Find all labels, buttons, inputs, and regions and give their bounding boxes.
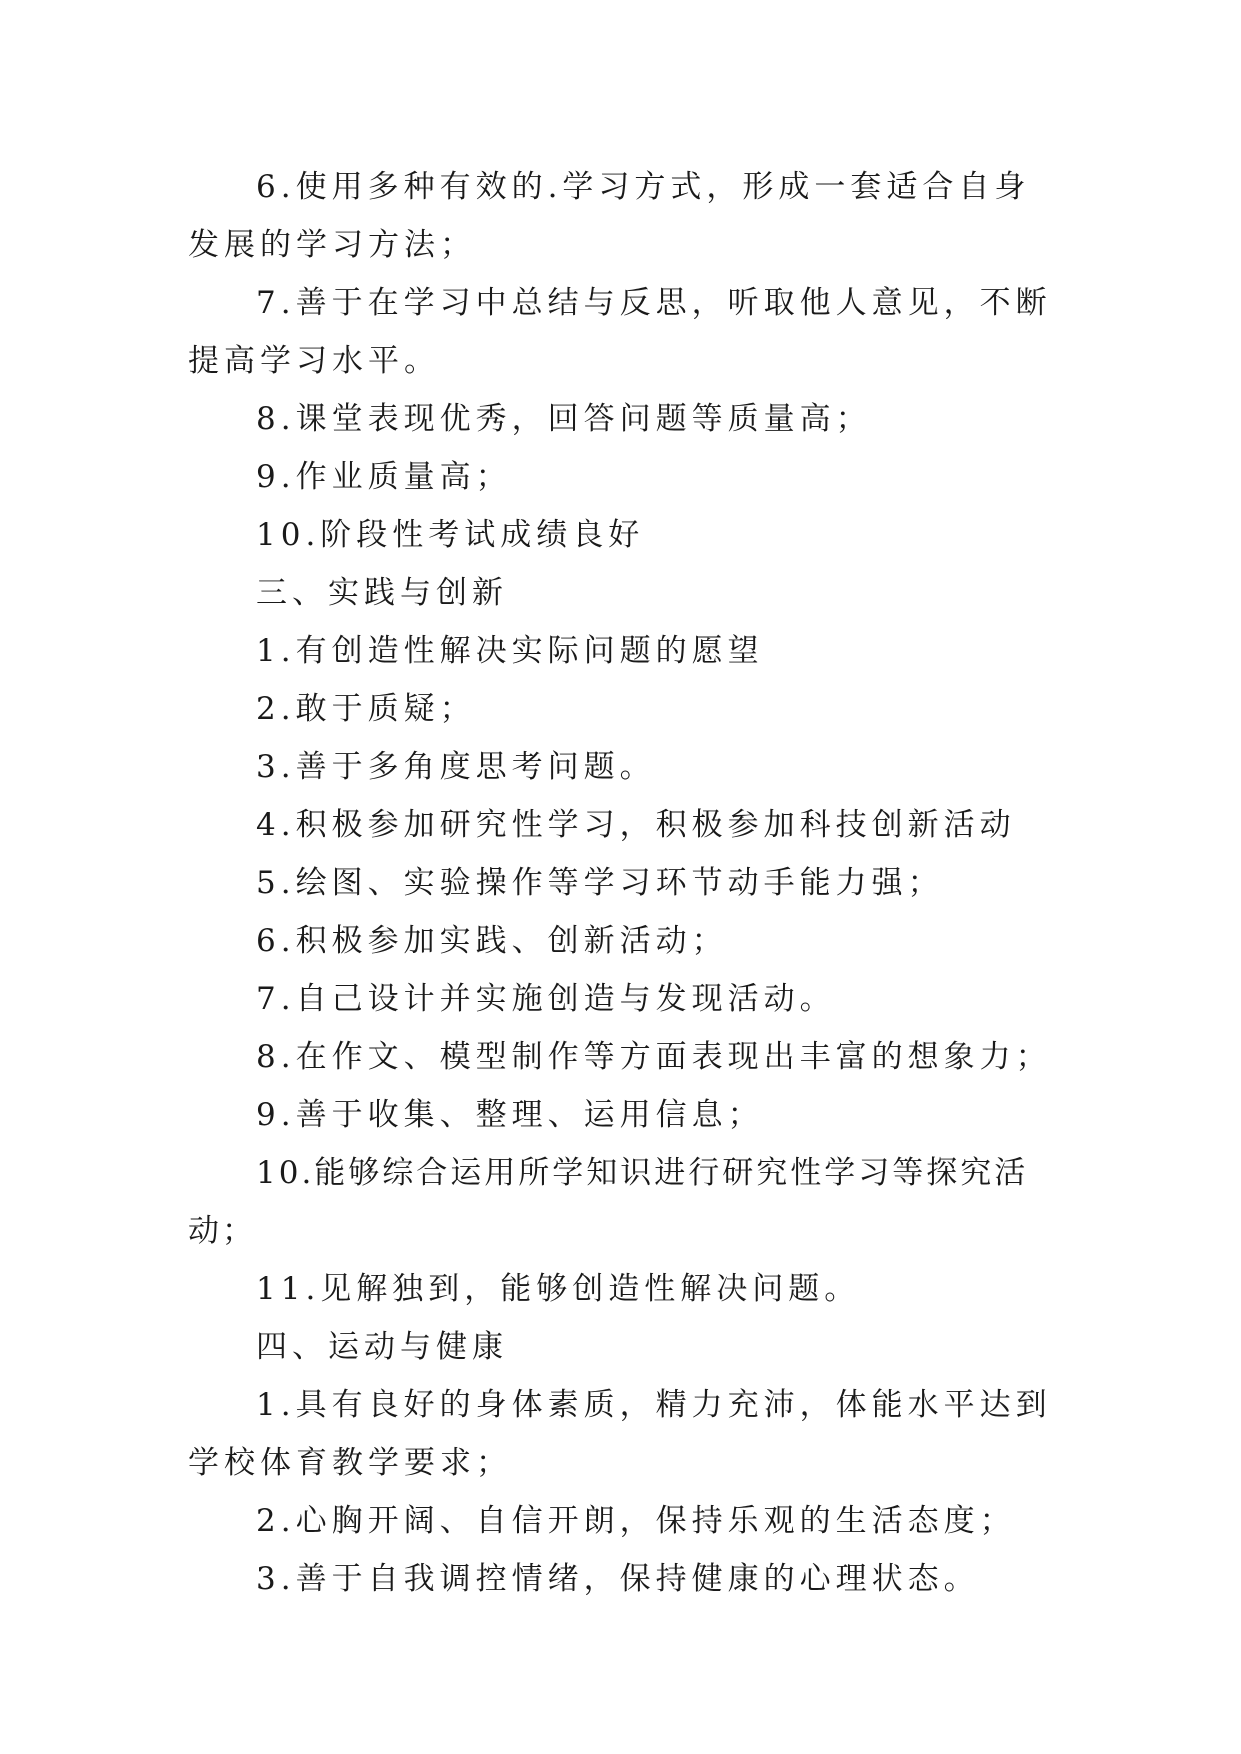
paragraph-health-3: 3.善于自我调控情绪，保持健康的心理状态。 (256, 1561, 980, 1597)
paragraph-learning-10: 10.阶段性考试成绩良好 (256, 517, 645, 553)
paragraph-learning-9: 9.作业质量高； (256, 459, 512, 495)
paragraph-health-1: 1.具有良好的身体素质，精力充沛，体能水平达到学校体育教学要求； (188, 1387, 1052, 1481)
section-heading-sports-health: 四、运动与健康 (256, 1329, 508, 1365)
paragraph-practice-5: 5.绘图、实验操作等学习环节动手能力强； (256, 865, 944, 901)
paragraph-practice-3: 3.善于多角度思考问题。 (256, 749, 656, 785)
paragraph-health-2: 2.心胸开阔、自信开朗，保持乐观的生活态度； (256, 1503, 1016, 1539)
paragraph-learning-7: 7.善于在学习中总结与反思，听取他人意见，不断提高学习水平。 (188, 285, 1052, 379)
paragraph-practice-2: 2.敢于质疑； (256, 691, 476, 727)
paragraph-practice-6: 6.积极参加实践、创新活动； (256, 923, 728, 959)
paragraph-practice-7: 7.自己设计并实施创造与发现活动。 (256, 981, 836, 1017)
paragraph-practice-8: 8.在作文、模型制作等方面表现出丰富的想象力； (256, 1039, 1052, 1075)
paragraph-learning-6: 6.使用多种有效的.学习方式，形成一套适合自身发展的学习方法； (188, 169, 1031, 263)
paragraph-learning-8: 8.课堂表现优秀，回答问题等质量高； (256, 401, 872, 437)
paragraph-practice-11: 11.见解独到，能够创造性解决问题。 (256, 1271, 861, 1307)
paragraph-practice-1: 1.有创造性解决实际问题的愿望 (256, 633, 764, 669)
paragraph-practice-9: 9.善于收集、整理、运用信息； (256, 1097, 764, 1133)
paragraph-practice-10: 10.能够综合运用所学知识进行研究性学习等探究活动； (188, 1155, 1029, 1249)
document-body (188, 158, 1058, 1608)
paragraph-practice-4: 4.积极参加研究性学习，积极参加科技创新活动 (256, 807, 1016, 843)
section-heading-practice-innovation: 三、实践与创新 (256, 575, 508, 611)
